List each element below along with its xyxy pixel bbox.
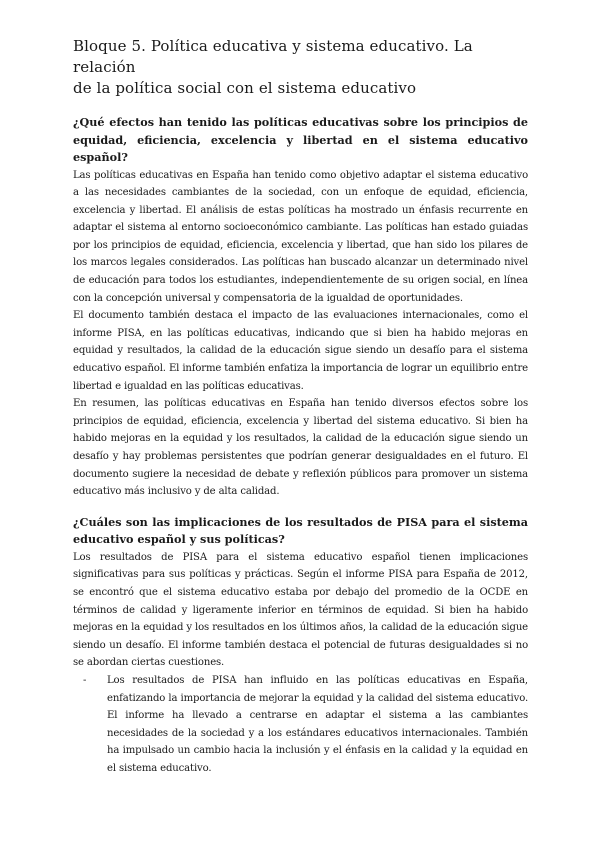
- section-heading: ¿Cuáles son las implicaciones de los resultados de PISA para el sistema educativo español y sus políticas?: [73, 514, 528, 547]
- paragraph: Los resultados de PISA para el sistema educativo español tienen implicaciones significativas para sus políticas y prácticas. Según el informe PISA para España de 2012, se encontró que el sistema educativo estaba por debajo del promedio de la OCDE en términos de calidad y ligeramente inferior en términos de equidad. Si bien ha habido mejoras en la equidad y los resultados en los últimos años, la calidad de la educación sigue siendo un desafío. El informe también destaca el potencial de futuras desigualdades si no se abordan ciertas cuestiones.: [73, 551, 528, 669]
- bullet-list: [73, 672, 528, 778]
- section-pisa: [73, 514, 528, 778]
- paragraph: Las políticas educativas en España han tenido como objetivo adaptar el sistema educativo a las necesidades cambiantes de la sociedad, con un enfoque de equidad, eficiencia, excelencia y libertad. El análisis de estas políticas ha mostrado un énfasis recurrente en adaptar el sistema al entorno socioeconómico cambiante. Las políticas han estado guiadas por los principios de equidad, eficiencia, excelencia y libertad, que han sido los pilares de los marcos legales considerados. Las políticas han buscado alcanzar un determinado nivel de educación para todos los estudiantes, independientemente de su origen social, en línea con la concepción universal y compensatoria de la igualdad de oportunidades.: [73, 169, 528, 304]
- section-equidad: [73, 114, 528, 501]
- paragraph: En resumen, las políticas educativas en España han tenido diversos efectos sobre los principios de equidad, eficiencia, excelencia y libertad del sistema educativo. Si bien ha habido mejoras en la equidad y los resultados, la calidad de la educación sigue siendo un desafío y hay problemas persistentes que podrían generar desigualdades en el futuro. El documento sugiere la necesidad de debate y reflexión públicos para promover un sistema educativo más inclusivo y de alta calidad.: [73, 398, 528, 498]
- document-title-line-2: de la política social con el sistema educativo: [73, 79, 417, 97]
- document-title-line-1: Bloque 5. Política educativa y sistema educativo. La relación: [73, 37, 473, 76]
- bullet-text: Los resultados de PISA han influido en las políticas educativas en España, enfatizando la importancia de mejorar la equidad y la calidad del sistema educativo. El informe ha llevado a centrarse en adaptar el sistema a las cambiantes necesidades de la sociedad y a los estándares educativos internacionales. También ha impulsado un cambio hacia la inclusión y el énfasis en la calidad y la equidad en el sistema educativo.: [107, 674, 528, 774]
- document-title: [73, 36, 528, 99]
- bullet-marker: -: [83, 674, 87, 686]
- list-item: [83, 672, 528, 778]
- section-heading: ¿Qué efectos han tenido las políticas educativas sobre los principios de equidad, eficiencia, excelencia y libertad en el sistema educativo español?: [73, 115, 528, 164]
- paragraph: El documento también destaca el impacto de las evaluaciones internacionales, como el informe PISA, en las políticas educativas, indicando que si bien ha habido mejoras en equidad y resultados, la calidad de la educación sigue siendo un desafío para el sistema educativo español. El informe también enfatiza la importancia de lograr un equilibrio entre libertad e igualdad en las políticas educativas.: [73, 310, 528, 392]
